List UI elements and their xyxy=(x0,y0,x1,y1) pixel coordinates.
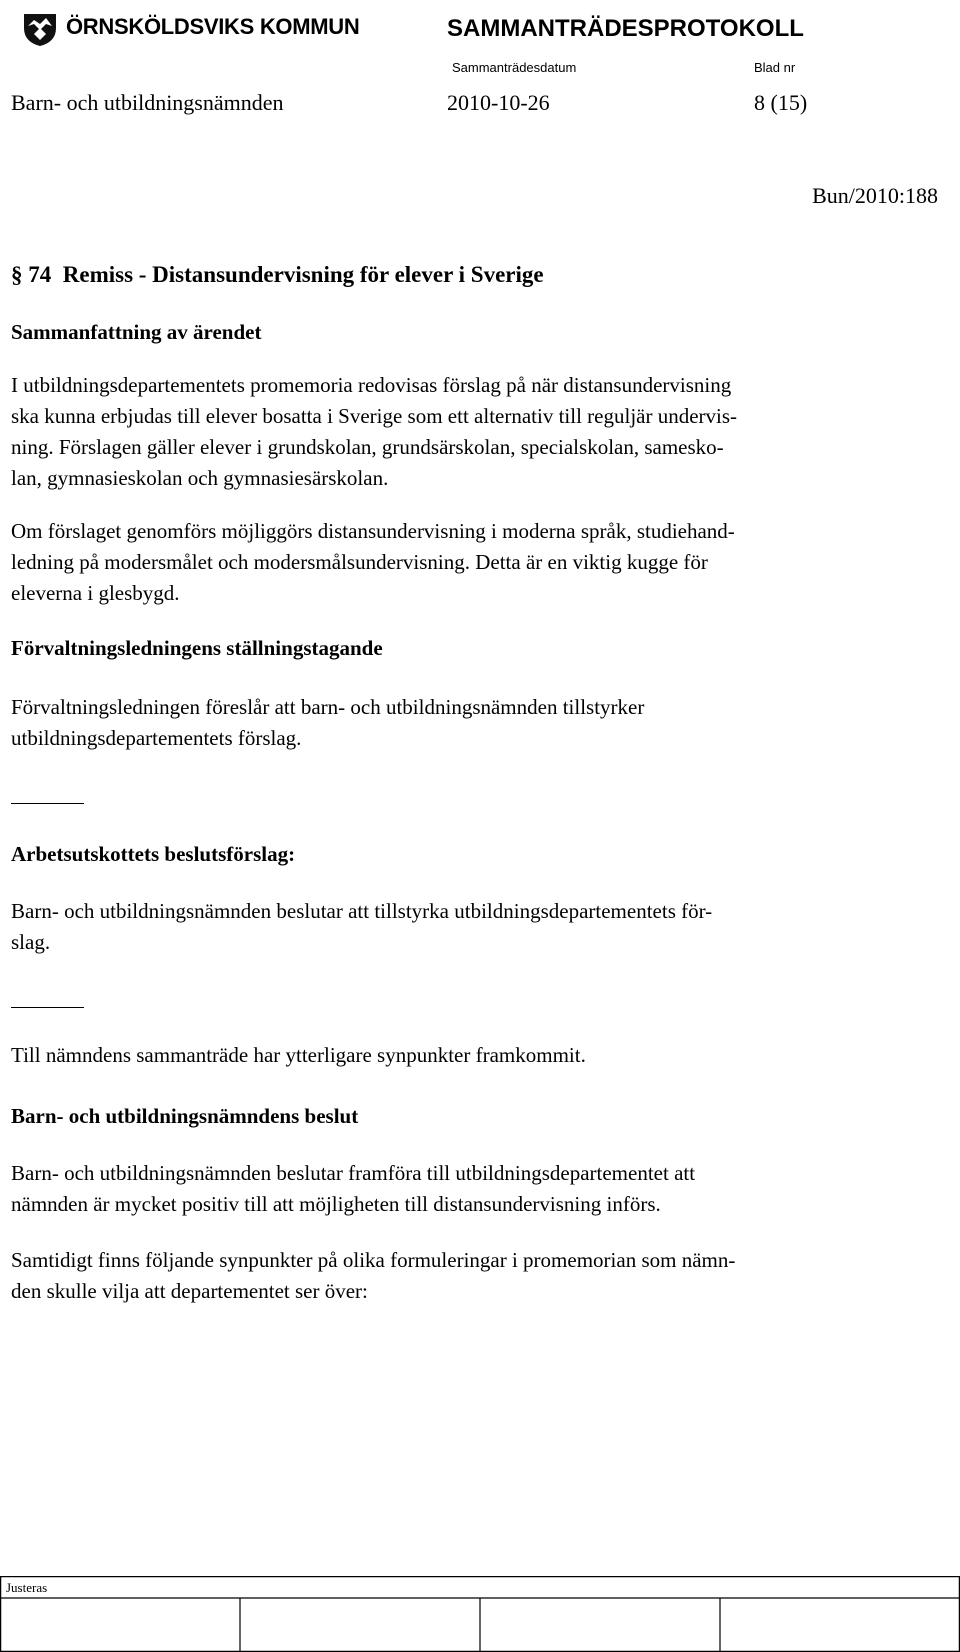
text-line: lan, gymnasieskolan och gymnasiesärskolan. xyxy=(11,466,389,490)
text-line: ning. Förslagen gäller elever i grundskolan, grundsärskolan, specialskolan, sameskо- xyxy=(11,435,724,459)
separator-rule xyxy=(11,1007,84,1008)
section-title-text: 74 Remiss - Distansundervisning för elever i Sverige xyxy=(28,262,544,287)
decision-heading: Barn- och utbildningsnämndens beslut xyxy=(11,1104,359,1128)
municipality-logo xyxy=(20,8,60,53)
decision-paragraph-2 xyxy=(11,1245,931,1307)
text-line: ledning på modersmålet och modersmålsundervisning. Detta är en viktig kugge för xyxy=(11,550,708,574)
case-reference: Bun/2010:188 xyxy=(812,183,938,208)
text-line: slag. xyxy=(11,930,51,954)
summary-paragraph-2 xyxy=(11,516,931,609)
text-line: eleverna i glesbygd. xyxy=(11,581,180,605)
paragraph-symbol: § xyxy=(11,262,23,287)
text-line: ska kunna erbjudas till elever bosatta i Sverige som ett alternativ till reguljär undervis- xyxy=(11,404,738,428)
text-line: Barn- och utbildningsnämnden beslutar att tillstyrka utbildningsdepartementets för- xyxy=(11,899,713,923)
committee-proposal-heading: Arbetsutskottets beslutsförslag: xyxy=(11,842,296,866)
summary-paragraph-1 xyxy=(11,370,931,494)
page-number: 8 (15) xyxy=(754,90,808,115)
text-line: Om förslaget genomförs möjliggörs distansundervisning i moderna språk, studiehand- xyxy=(11,519,735,543)
justeras-label: Justeras xyxy=(6,1580,48,1595)
text-line: Förvaltningsledningen föreslår att barn- och utbildningsnämnden tillstyrker xyxy=(11,695,645,719)
text-line: utbildningsdepartementets förslag. xyxy=(11,726,302,750)
text-line: I utbildningsdepartementets promemoria redovisas förslag på när distansundervisning xyxy=(11,373,732,397)
document-type: SAMMANTRÄDESPROTOKOLL xyxy=(447,15,804,42)
admin-paragraph xyxy=(11,692,931,754)
section-title xyxy=(11,262,544,288)
text-line: Samtidigt finns följande synpunkter på olika formuleringar i promemorian som nämn- xyxy=(11,1248,736,1272)
date-label: Sammanträdesdatum xyxy=(452,60,577,75)
municipality-name: ÖRNSKÖLDSVIKS KOMMUN xyxy=(66,14,360,39)
signature-table xyxy=(0,1576,960,1652)
meeting-date: 2010-10-26 xyxy=(447,90,550,115)
text-line: den skulle vilja att departementet ser över: xyxy=(11,1279,368,1303)
page-label: Blad nr xyxy=(754,60,796,75)
extra-paragraph xyxy=(11,1040,931,1071)
admin-heading: Förvaltningsledningens ställningstagande xyxy=(11,636,383,660)
separator-rule xyxy=(11,803,84,804)
text-line: Barn- och utbildningsnämnden beslutar framföra till utbildningsdepartementet att xyxy=(11,1161,696,1185)
text-line: nämnden är mycket positiv till att möjligheten till distansundervisning införs. xyxy=(11,1192,661,1216)
decision-paragraph-1 xyxy=(11,1158,931,1220)
committee-proposal-paragraph xyxy=(11,896,931,958)
summary-heading: Sammanfattning av ärendet xyxy=(11,320,262,344)
text-line: Till nämndens sammanträde har ytterligare synpunkter framkommit. xyxy=(11,1043,586,1067)
committee-name: Barn- och utbildningsnämnden xyxy=(11,90,284,115)
